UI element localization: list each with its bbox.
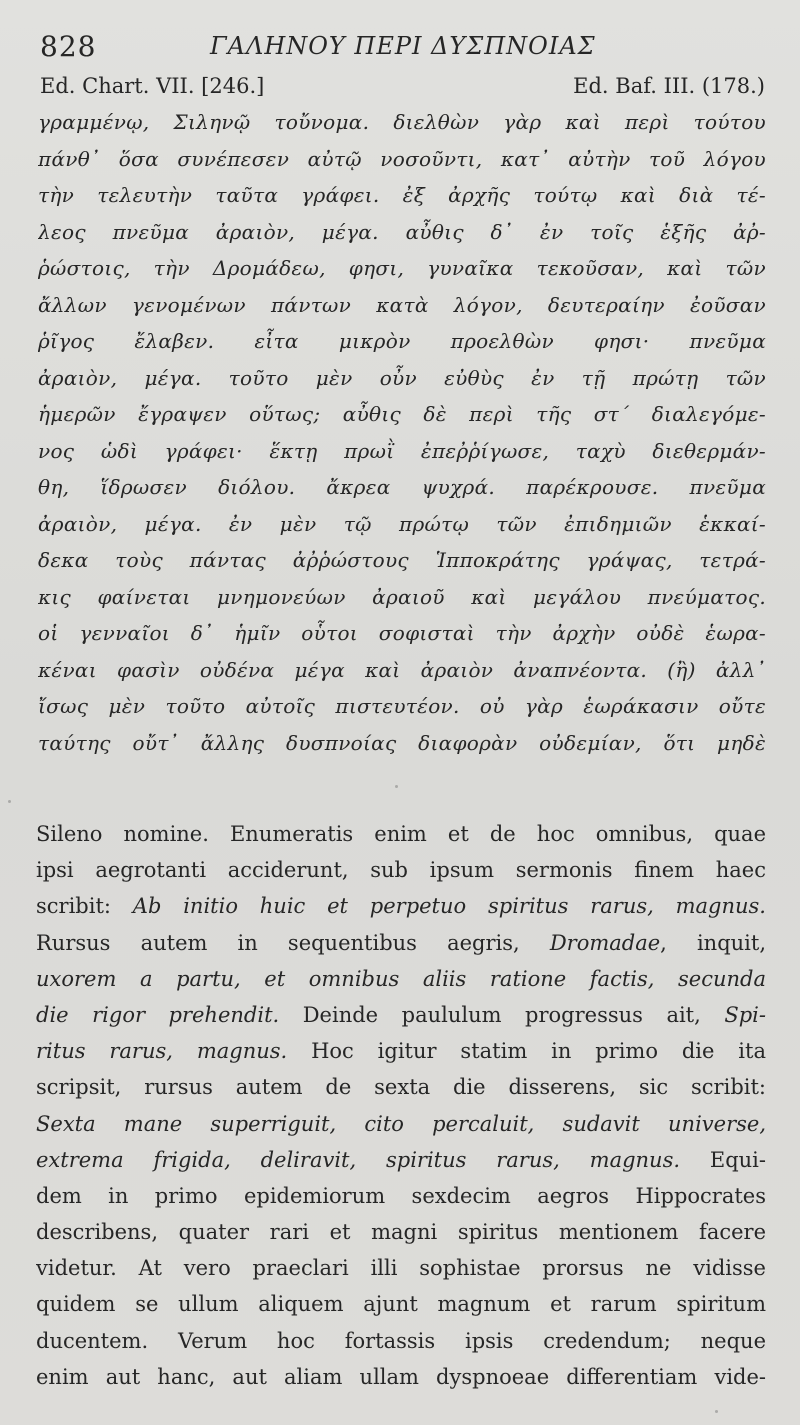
greek-text-line: κις φαίνεται μνημονεύων ἀραιοῦ καὶ μεγάλου πνεύματος. [38,584,766,609]
latin-text-line [36,1033,766,1069]
latin-quotation-segment: uxorem a partu, et omnibus aliis ratione factis, secunda [36,966,766,991]
latin-text-segment: Hoc igitur statim in primo die ita [287,1039,766,1064]
edition-references [40,74,765,104]
latin-text-segment: scripsit, rursus autem de sexta die disserens, sic scribit: [36,1075,766,1100]
latin-text-line [36,1286,766,1322]
latin-text-line [36,961,766,997]
latin-quotation-segment: extrema frigida, deliravit, spiritus rarus, magnus. [36,1147,681,1172]
page-number: 828 [40,30,97,63]
greek-text-block [38,104,766,761]
greek-text-line: ἄλλων γενομένων πάντων κατὰ λόγον, δευτεραίην ἐοῦσαν [38,292,766,317]
paper-speck [8,800,11,803]
latin-text-segment: ducentem. Verum hoc fortassis ipsis credendum; neque [36,1328,766,1353]
latin-text-line [36,1069,766,1105]
latin-text-segment: Rursus autem in sequentibus aegris, [36,930,550,955]
running-title: ΓΑΛΗΝΟΥ ΠΕΡΙ ΔΥΣΠΝΟΙΑΣ [210,32,596,60]
latin-text-line [36,1250,766,1286]
latin-text-segment: describens, quater rari et magni spiritus mentionem facere [36,1220,766,1245]
greek-text-line: λεος πνεῦμα ἀραιὸν, μέγα. αὖθις δ᾽ ἐν τοῖς ἑξῆς ἀῤ- [38,219,766,244]
edition-chartier-ref: Ed. Chart. VII. [246.] [40,74,265,98]
latin-text-line [36,1359,766,1395]
latin-text-segment: Deinde paululum progressus ait, [279,1002,725,1027]
greek-text-line: οἱ γενναῖοι δ᾽ ἡμῖν οὗτοι σοφισταὶ τὴν ἀρχὴν οὐδὲ ἑωρα- [38,621,766,645]
latin-quotation-segment: die rigor prehendit. [36,1002,280,1027]
paper-speck [715,1410,718,1413]
latin-text-segment: videtur. At vero praeclari illi sophistae prorsus ne vidisse [36,1256,766,1281]
greek-text-line: ἀραιὸν, μέγα. ἐν μὲν τῷ πρώτῳ τῶν ἐπιδημιῶν ἑκκαί- [38,511,766,536]
latin-text-line [36,888,766,924]
greek-text-line: ῥῖγος ἔλαβεν. εἶτα μικρὸν προελθὼν φησι· πνεῦμα [38,329,766,353]
latin-quotation-segment: Sexta mane superriguit, cito percaluit, sudavit universe, [36,1111,766,1136]
greek-text-line: θη, ἵδρωσεν διόλου. ἄκρεα ψυχρά. παρέκρουσε. πνεῦμα [38,475,766,499]
latin-text-line [36,816,766,852]
greek-text-line: ἴσως μὲν τοῦτο αὐτοῖς πιστευτέον. οὐ γὰρ ἑωράκασιν οὔτε [38,694,766,718]
latin-text-line [36,925,766,961]
latin-quotation-segment: Ab initio huic et perpetuo spiritus rarus, magnus. [132,894,766,919]
latin-text-segment: ipsi aegrotanti acciderunt, sub ipsum sermonis finem haec [36,858,766,883]
latin-text-line [36,1178,766,1214]
latin-text-line [36,852,766,888]
latin-text-segment: scribit: [36,894,133,919]
greek-text-line: κέναι φασὶν οὐδένα μέγα καὶ ἀραιὸν ἀναπνέοντα. (ἢ) ἀλλ᾽ [38,657,766,682]
latin-text-segment: Equi- [680,1147,766,1172]
latin-text-block [36,816,766,1395]
latin-text-segment: quidem se ullum aliquem ajunt magnum et rarum spiritum [36,1292,766,1317]
greek-text-line: γραμμένῳ, Σιληνῷ τοὔνομα. διελθὼν γὰρ καὶ περὶ τούτου [38,110,766,134]
greek-text-line: δεκα τοὺς πάντας ἀῤῥώστους Ἱπποκράτης γράψας, τετρά- [38,548,766,572]
latin-text-segment: enim aut hanc, aut aliam ullam dyspnoeae differentiam vide- [36,1364,766,1389]
page-header [40,22,770,62]
latin-quotation-segment: ritus rarus, magnus. [36,1039,288,1064]
latin-text-line [36,997,766,1033]
latin-quotation-segment: Spi- [724,1002,766,1027]
latin-text-line [36,1214,766,1250]
latin-text-line [36,1323,766,1359]
latin-text-line [36,1142,766,1178]
latin-text-segment: , inquit, [660,930,766,955]
greek-text-line: ταύτης οὔτ᾽ ἄλλης δυσπνοίας διαφορὰν οὐδεμίαν, ὅτι μηδὲ [38,730,766,755]
paper-speck [395,785,398,788]
greek-text-line: ἀραιὸν, μέγα. τοῦτο μὲν οὖν εὐθὺς ἐν τῇ πρώτῃ τῶν [38,365,766,390]
greek-text-line: τὴν τελευτὴν ταῦτα γράφει. ἐξ ἀρχῆς τούτῳ καὶ διὰ τέ- [38,183,766,207]
latin-quotation-segment: Dromadae [549,930,661,955]
greek-text-line: νος ὡδὶ γράφει· ἕκτῃ πρωῒ ἐπεῤῥίγωσε, ταχὺ διεθερμάν- [38,438,766,463]
latin-text-segment: dem in primo epidemiorum sexdecim aegros Hippocrates [36,1183,766,1208]
edition-basel-ref: Ed. Baf. III. (178.) [573,74,765,98]
latin-text-segment: Sileno nomine. Enumeratis enim et de hoc omnibus, quae [36,822,766,846]
latin-text-line [36,1106,766,1142]
greek-text-line: ῥώστοις, τὴν Δρομάδεω, φησι, γυναῖκα τεκοῦσαν, καὶ τῶν [38,256,766,280]
greek-text-line: πάνθ᾽ ὅσα συνέπεσεν αὐτῷ νοσοῦντι, κατ᾽ αὐτὴν τοῦ λόγου [38,146,766,171]
greek-text-line: ἡμερῶν ἔγραψεν οὕτως; αὖθις δὲ περὶ τῆς στ´ διαλεγόμε- [38,402,766,426]
